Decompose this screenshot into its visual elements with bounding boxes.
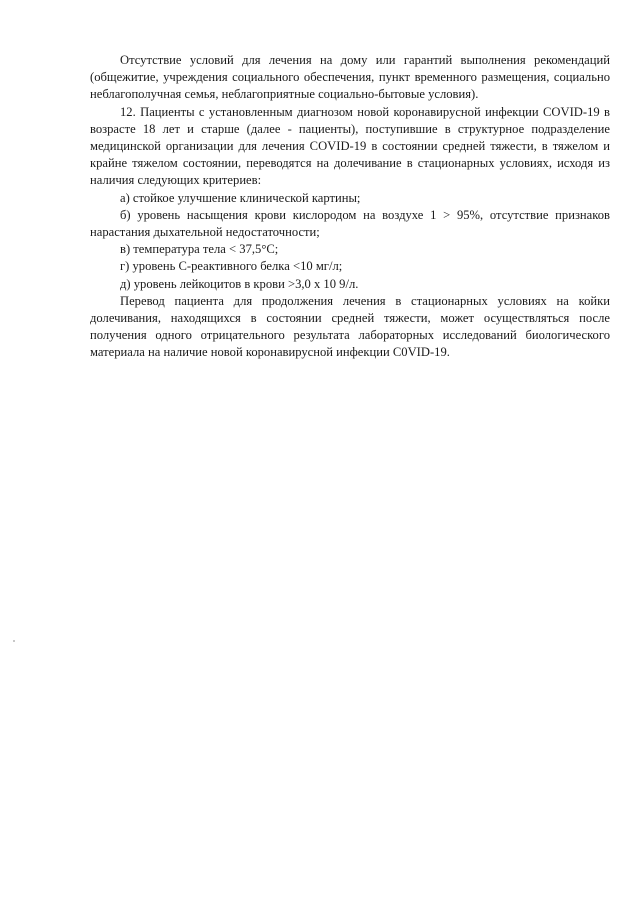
- criterion-g: г) уровень С-реактивного белка <10 мг/л;: [120, 259, 343, 274]
- scan-speck: [13, 640, 15, 642]
- document-body: [90, 52, 610, 362]
- criterion-a: а) стойкое улучшение клинической картины;: [120, 190, 361, 205]
- criterion-d: д) уровень лейкоцитов в крови >3,0 x 10 9/л.: [120, 276, 359, 291]
- criterion-b: б) уровень насыщения крови кислородом на воздухе 1 > 95%, отсутствие признаков нарастания дыхательной недостаточности;: [90, 207, 610, 240]
- paragraph-home-treatment-conditions: Отсутствие условий для лечения на дому или гарантий выполнения рекомендаций (общежитие, учреждения социального обеспечения, пункт временного размещения, социально неблагополучная семья, неблагоприятные социально-бытовые условия).: [90, 53, 610, 102]
- paragraph-item-12: 12. Пациенты с установленным диагнозом новой коронавирусной инфекции COVID-19 в возрасте 18 лет и старше (далее - пациенты), поступившие в структурное подразделение медицинской организации для лечения COVID-19 в состоянии средней тяжести, в тяжелом и крайне тяжелом состоянии, переводятся на долечивание в стационарных условиях, исходя из наличия следующих критериев:: [90, 104, 610, 188]
- paragraph-transfer-conditions: Перевод пациента для продолжения лечения в стационарных условиях на койки долечивания, находящихся в состоянии средней тяжести, может осуществляться после получения одного отрицательного результата лабораторных исследований биологического материала на наличие новой коронавирусной инфекции C0VID-19.: [90, 293, 610, 360]
- criterion-v: в) температура тела < 37,5°С;: [120, 242, 279, 257]
